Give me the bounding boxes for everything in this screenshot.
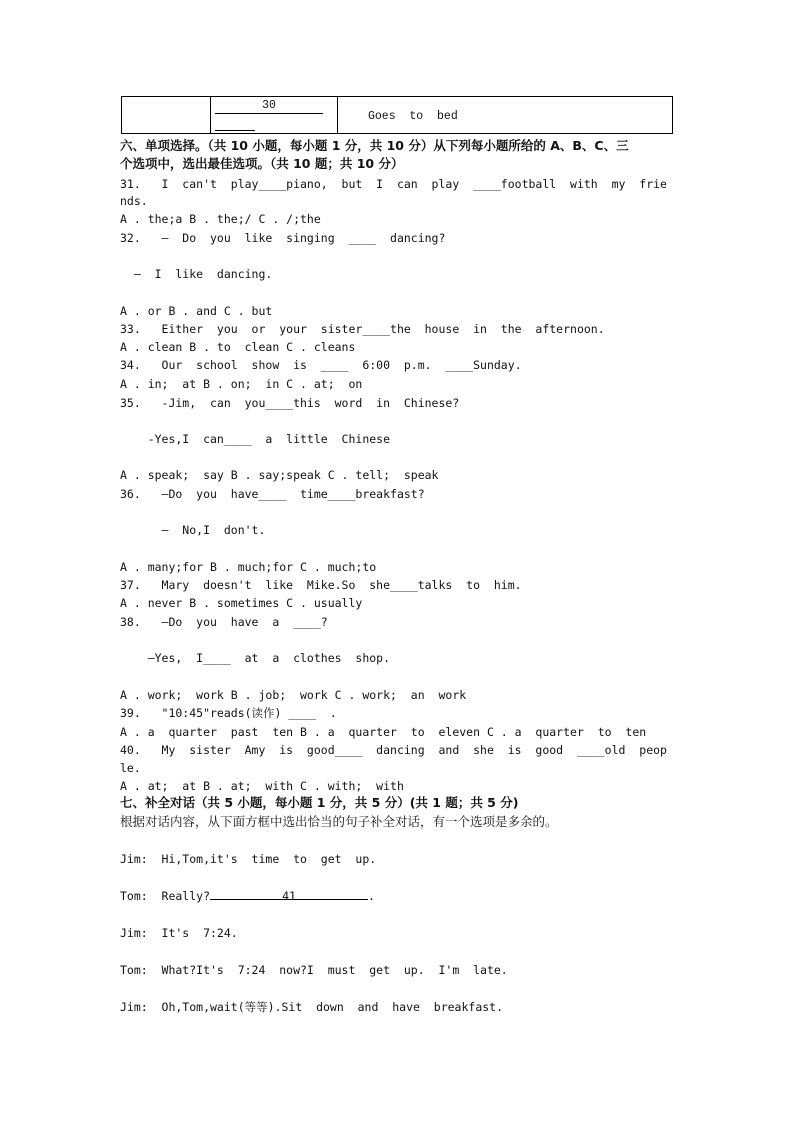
q35-options: A . speak; say B . say;speak C . tell; speak [120,468,439,482]
q36-text: 36. —Do you have____ time____breakfast? [120,487,425,501]
blank-number: 30 [215,100,323,114]
dialogue-line-4: Tom: What?It's 7:24 now?I must get up. I'm late. [120,963,508,977]
q32-reply: — I like dancing. [120,267,273,281]
q40-text: 40. My sister Amy is good____ dancing and she is good ____old peop [120,743,667,757]
q37-text: 37. Mary doesn't like Mike.So she____talks to him. [120,578,522,592]
q34-text: 34. Our school show is ____ 6:00 p.m. ____Sunday. [120,358,522,372]
q38-options: A . work; work B . job; work C . work; an work [120,688,467,702]
table-row [122,97,673,134]
q34-options: A . in; at B . on; in C . at; on [120,377,363,391]
q31-text-cont: nds. [120,194,148,208]
blank-line [215,121,255,131]
section6-heading: 六、单项选择。（共 10 小题，每小题 1 分，共 10 分）从下列每小题所给的 A、B、C、三 [120,138,629,153]
dialogue-line-1: Jim: Hi,Tom,it's time to get up. [120,852,377,866]
q38-text: 38. —Do you have a ____? [120,615,328,629]
dialogue-line-2 [120,888,375,904]
section6-heading-cont: 个选项中，选出最佳选项。（共 10 题；共 10 分） [120,156,404,171]
q36-reply: — No,I don't. [120,523,266,537]
q33-options: A . clean B . to clean C . cleans [120,340,356,354]
q36-options: A . many;for B . much;for C . much;to [120,560,377,574]
q31-text: 31. I can't play____piano, but I can play ____football with my frie [120,177,667,191]
q40-text-cont: le. [120,761,141,775]
q40-options: A . at; at B . at; with C . with; with [120,779,404,793]
section7-instruction: 根据对话内容，从下面方框中选出恰当的句子补全对话，有一个选项是多余的。 [120,814,558,829]
schedule-table [121,96,673,134]
dialogue-line-3: Jim: It's 7:24. [120,926,238,940]
blank-41: 41 [210,888,368,900]
table-cell-activity [338,97,673,134]
table-cell-empty [122,97,211,134]
q37-options: A . never B . sometimes C . usually [120,596,363,610]
dialogue-line-2-prefix: Tom: Really? [120,889,211,903]
dialogue-line-5: Jim: Oh,Tom,wait(等等).Sit down and have breakfast. [120,1000,504,1014]
dialogue-line-2-suffix: . [368,889,375,903]
q39-text: 39. "10:45"reads(读作) ____ . [120,706,337,720]
q31-options: A . the;a B . the;/ C . /;the [120,212,321,226]
q35-reply: -Yes,I can____ a little Chinese [120,432,391,446]
q32-text: 32. — Do you like singing ____ dancing? [120,231,446,245]
q32-options: A . or B . and C . but [120,304,273,318]
table-cell-number [211,97,338,134]
q39-options: A . a quarter past ten B . a quarter to eleven C . a quarter to ten [120,725,647,739]
section7-heading: 七、补全对话（共 5 小题，每小题 1 分，共 5 分）(共 1 题；共 5 分) [120,795,519,810]
q33-text: 33. Either you or your sister____the house in the afternoon. [120,322,605,336]
activity-text: Goes to bed [368,110,458,123]
q35-text: 35. -Jim, can you____this word in Chinese? [120,396,460,410]
q38-reply: —Yes, I____ at a clothes shop. [120,651,391,665]
